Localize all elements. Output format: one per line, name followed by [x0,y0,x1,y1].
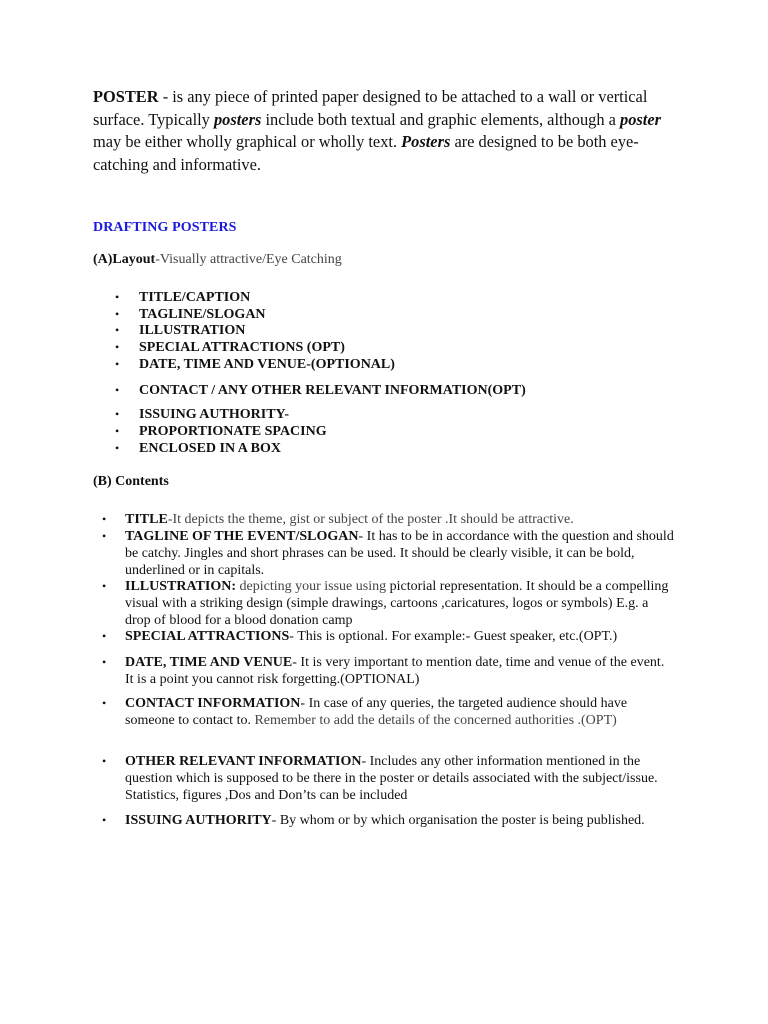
layout-item-text: SPECIAL ATTRACTIONS (OPT) [139,340,345,355]
bullet: • [115,340,120,354]
contents-term: CONTACT INFORMATION [125,696,301,711]
layout-description: -Visually attractive/Eye Catching [155,252,342,267]
bullet: • [102,529,107,543]
contents-term: SPECIAL ATTRACTIONS [125,629,290,644]
intro-posters-2: Posters [401,132,451,151]
contents-text: -It depicts the theme, gist or subject of the poster .It should be attractive. [167,512,574,527]
bullet: • [102,579,107,593]
intro-text-3: may be either wholly graphical or wholly text. [93,132,402,151]
contents-text: - By whom or by which organisation the poster is being published. [271,813,645,828]
contents-term: OTHER RELEVANT INFORMATION [125,754,362,769]
layout-item-text: CONTACT / ANY OTHER RELEVANT INFORMATION(OPT) [139,383,526,398]
bullet: • [102,629,107,643]
intro-posters-1: posters [213,109,262,129]
contents-text: - It has to be in accordance with the question and should be catchy. Jingles and short phrases can be used. It should be clearly visible, it can be bold, underlined or in capitals. [125,529,674,578]
layout-item-text: ISSUING AUTHORITY- [139,407,290,422]
bullet: • [102,512,107,526]
drafting-heading: DRAFTING POSTERS [93,220,237,235]
bullet: • [115,323,120,337]
layout-label: (A)Layout [93,252,156,267]
contents-heading: (B) Contents [93,474,169,489]
bullet: • [115,383,120,397]
contents-text-2: Remember to add the details of the concerned authorities .(OPT) [250,713,617,728]
bullet: • [115,441,120,455]
contents-term: ISSUING AUTHORITY [125,813,272,828]
contents-text: - This is optional. For example:- Guest speaker, etc.(OPT.) [289,629,618,644]
layout-line [93,252,342,268]
contents-term: DATE, TIME AND VENUE [125,655,293,670]
contents-text: depicting your issue using [236,579,387,594]
contents-term: TAGLINE OF THE EVENT/SLOGAN [125,529,359,544]
intro-text-1: - is any piece of printed paper designed to be attached to a wall or vertical surface. Typically [93,87,648,129]
layout-item-text: TITLE/CAPTION [139,290,251,305]
bullet: • [115,307,120,321]
bullet: • [115,407,120,421]
bullet: • [102,655,107,669]
layout-item-text: PROPORTIONATE SPACING [139,424,327,439]
bullet: • [102,813,107,827]
bullet: • [115,357,120,371]
contents-term: ILLUSTRATION: [125,579,236,594]
bullet: • [115,290,120,304]
contents-text: - It is very important to mention date, time and venue of the event. It is a point you cannot risk forgetting.(OPTIONAL) [125,655,665,687]
bullet: • [102,696,107,710]
contents-term: TITLE [125,512,168,527]
layout-item-text: ILLUSTRATION [139,323,246,338]
intro-paragraph [93,86,693,176]
contents-text: - Includes any other information mentioned in the question which is supposed to be there in the poster or details associated with the subject/issue. Statistics, figures ,Dos and Don’ts can be included [125,754,658,803]
layout-item-text: TAGLINE/SLOGAN [139,307,266,322]
intro-poster: poster [620,109,661,129]
bullet: • [102,754,107,768]
intro-term: POSTER [93,87,159,106]
intro-text-4: are designed to be both eye-catching and informative. [93,132,639,174]
layout-item-text: DATE, TIME AND VENUE-(OPTIONAL) [139,357,395,372]
contents-text: - In case of any queries, the targeted audience should have someone to contact to. [125,696,628,728]
intro-text-2: include both textual and graphic elements, although a [261,109,621,129]
layout-item-text: ENCLOSED IN A BOX [139,441,281,456]
contents-text-2: pictorial representation. It should be a compelling visual with a striking design (simple drawings, cartoons ,caricatures, logos or symbols) E.g. a drop of blood for a blood donation camp [125,579,669,628]
bullet: • [115,424,120,438]
